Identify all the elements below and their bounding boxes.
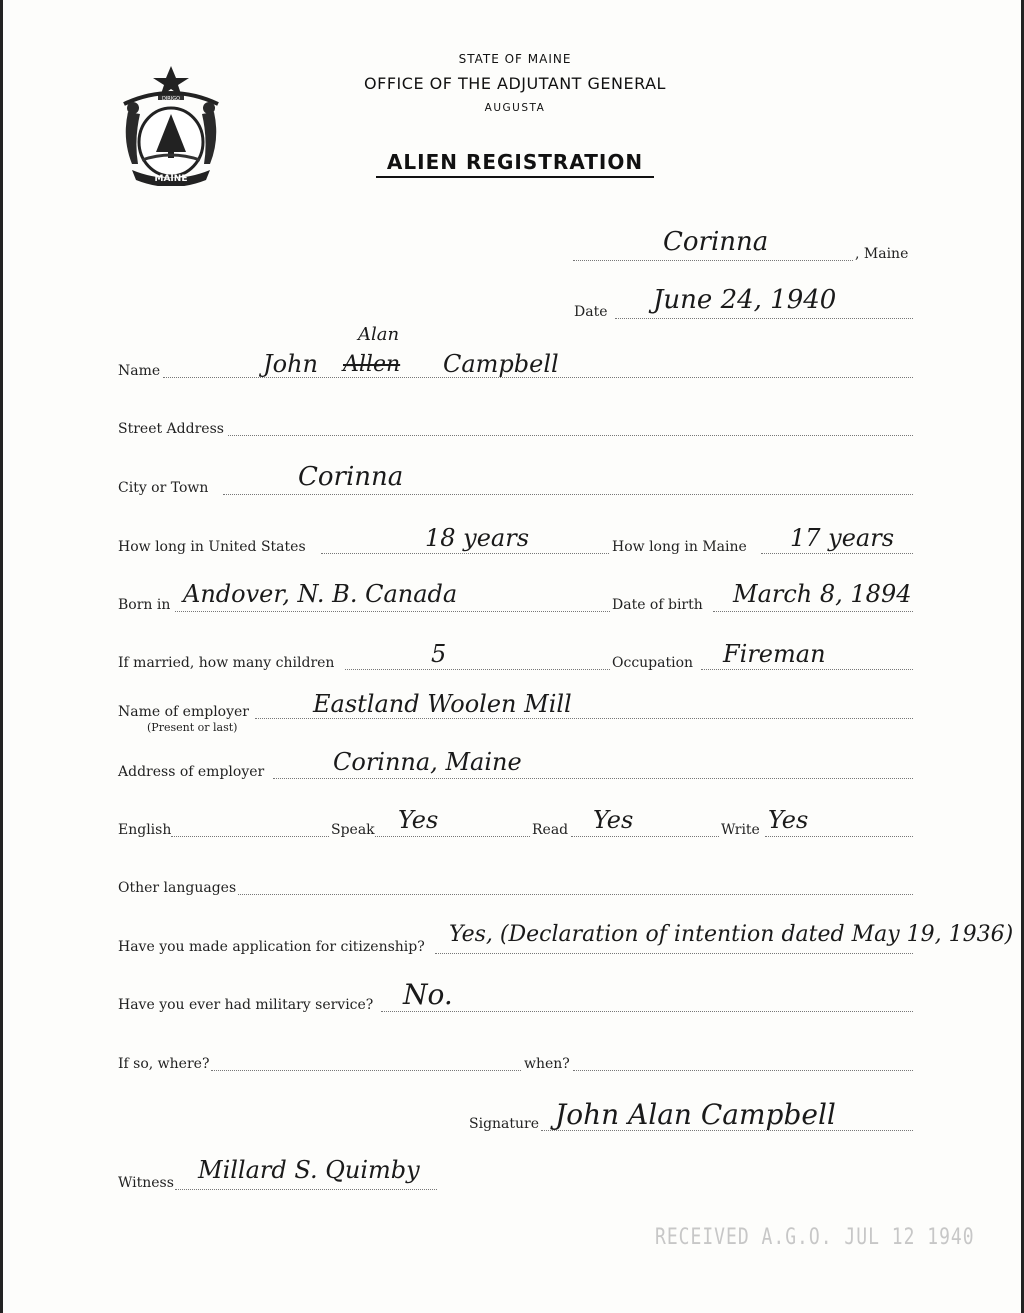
city-line [223, 494, 913, 495]
how-long-me-label: How long in Maine [612, 539, 747, 555]
speak-label: Speak [331, 822, 375, 838]
name-label: Name [118, 363, 161, 379]
children-label: If married, how many children [118, 655, 335, 671]
read-line [571, 836, 719, 837]
city-label: City or Town [118, 480, 209, 496]
name-last: Campbell [443, 350, 559, 378]
when-line [573, 1070, 913, 1071]
town-value: Corinna [663, 227, 769, 257]
witness-line [175, 1189, 437, 1190]
other-languages-line [238, 894, 913, 895]
employer-address-line [273, 778, 913, 779]
date-label: Date [574, 304, 608, 320]
where-line [211, 1070, 521, 1071]
witness-value: Millard S. Quimby [198, 1156, 420, 1184]
dob-value: March 8, 1894 [733, 580, 912, 608]
seal-motto: DIRIGO [161, 96, 181, 102]
write-label: Write [721, 822, 760, 838]
employer-value: Eastland Woolen Mill [313, 690, 572, 718]
form-title: ALIEN REGISTRATION [386, 150, 644, 174]
signature-label: Signature [469, 1116, 540, 1132]
name-inserted: Alan [358, 324, 400, 345]
where-label: If so, where? [118, 1056, 210, 1072]
read-value: Yes [593, 806, 634, 834]
date-line [615, 318, 913, 319]
citizenship-line [435, 953, 913, 954]
title-underline [376, 176, 654, 178]
born-line [175, 611, 610, 612]
military-value: No. [403, 978, 453, 1011]
header-city: AUGUSTA [484, 102, 546, 114]
employer-address-value: Corinna, Maine [333, 748, 522, 776]
citizenship-label: Have you made application for citizenship? [118, 939, 425, 955]
header-state: STATE OF MAINE [458, 52, 572, 66]
how-long-me-value: 17 years [790, 524, 895, 552]
dob-line [713, 611, 913, 612]
citizenship-value: Yes, (Declaration of intention dated May 19, 1936) [449, 922, 1014, 947]
employer-sublabel: (Present or last) [147, 721, 238, 734]
dob-label: Date of birth [612, 597, 703, 613]
town-suffix: , Maine [855, 246, 909, 262]
city-value: Corinna [298, 462, 404, 492]
write-line [765, 836, 913, 837]
street-line [228, 435, 913, 436]
how-long-us-value: 18 years [425, 524, 530, 552]
name-struck: Allen [343, 352, 401, 377]
english-line [171, 836, 329, 837]
employer-address-label: Address of employer [118, 764, 265, 780]
employer-label: Name of employer [118, 704, 249, 720]
occupation-value: Fireman [723, 640, 826, 668]
header-office: OFFICE OF THE ADJUTANT GENERAL [364, 74, 666, 93]
seal-label: MAINE [154, 174, 188, 184]
occupation-line [701, 669, 913, 670]
read-label: Read [532, 822, 569, 838]
how-long-me-line [761, 553, 913, 554]
military-label: Have you ever had military service? [118, 997, 374, 1013]
born-value: Andover, N. B. Canada [183, 580, 458, 608]
date-value: June 24, 1940 [653, 285, 837, 315]
how-long-us-line [321, 553, 609, 554]
street-label: Street Address [118, 421, 224, 437]
english-label: English [118, 822, 172, 838]
write-value: Yes [768, 806, 809, 834]
town-line [573, 260, 853, 261]
military-line [381, 1011, 913, 1012]
when-label: when? [524, 1056, 570, 1072]
name-first: John [263, 350, 318, 378]
employer-line [255, 718, 913, 719]
children-line [345, 669, 610, 670]
born-label: Born in [118, 597, 171, 613]
children-value: 5 [431, 640, 447, 668]
occupation-label: Occupation [612, 655, 694, 671]
how-long-us-label: How long in United States [118, 539, 306, 555]
received-stamp: RECEIVED A.G.O. JUL 12 1940 [655, 1224, 975, 1251]
witness-label: Witness [118, 1175, 174, 1191]
speak-value: Yes [398, 806, 439, 834]
other-languages-label: Other languages [118, 880, 237, 896]
speak-line [375, 836, 530, 837]
signature-value: John Alan Campbell [555, 1098, 836, 1131]
